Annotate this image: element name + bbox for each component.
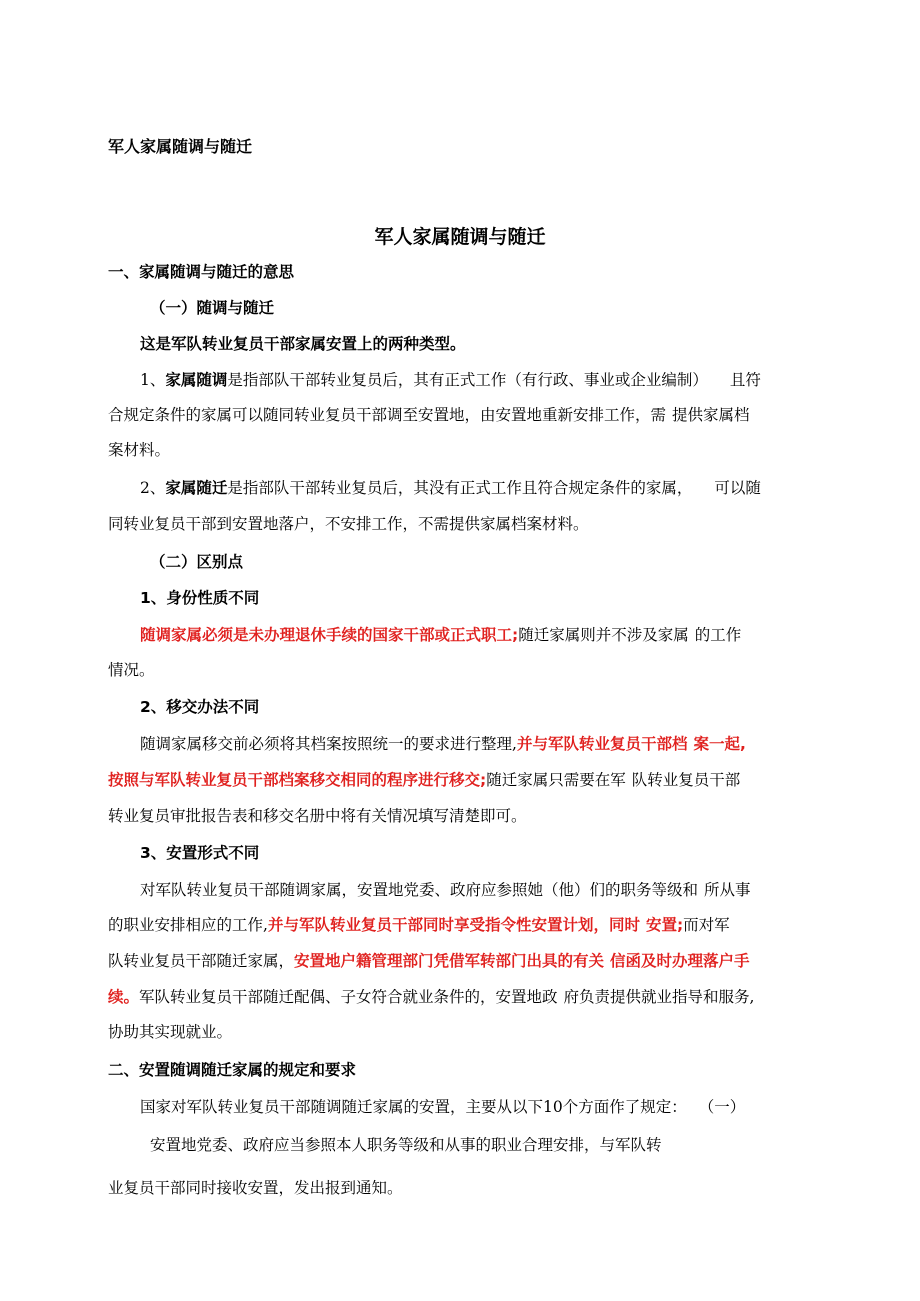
paragraph-line	[140, 478, 761, 498]
text-span: 队转业复员干部	[631, 771, 741, 789]
item-number: 2、	[140, 479, 166, 497]
paragraph-line: 同转业复员干部到安置地落户，不安排工作，不需提供家属档案材料。	[108, 515, 589, 533]
paragraph-line	[140, 880, 751, 900]
paragraph-line	[140, 625, 741, 645]
paragraph-line: 安置地党委、政府应当参照本人职务等级和从事的职业合理安排，与军队转	[150, 1136, 662, 1154]
section-heading-2: 二、安置随调随迁家属的规定和要求	[108, 1061, 357, 1079]
section-heading-1: 一、家属随调与随迁的意思	[108, 263, 295, 281]
text-span: 队转业复员干部随迁家属，	[108, 952, 295, 970]
subsection-heading-1-2: （二）区别点	[150, 553, 244, 571]
paragraph-line	[108, 405, 750, 425]
text-span: 国家对军队转业复员干部随调随迁家属的安置，主要从以下10个方面作了规定：	[140, 1098, 687, 1116]
text-span: 随迁家属则并不涉及家属	[518, 626, 689, 644]
highlight-text: 并与军队转业复员干部档	[516, 735, 688, 753]
highlight-text: 案一起,	[693, 735, 746, 753]
text-span: 军队转业复员干部随迁配偶、子女符合就业条件的，安置地政	[139, 988, 558, 1006]
text-span: 而对军	[683, 916, 730, 934]
difference-heading-3: 3、安置形式不同	[140, 844, 260, 862]
paragraph-line	[140, 734, 746, 754]
text-span: 的职业安排相应的工作,	[108, 916, 268, 934]
term-label: 家属随迁	[165, 479, 228, 497]
paragraph-line: 情况。	[108, 661, 155, 679]
header-title: 军人家属随调与随迁	[108, 137, 253, 156]
document-title: 军人家属随调与随迁	[374, 226, 546, 248]
highlight-text: 随调家属必须是未办理退休手续的国家干部或正式职工;	[140, 626, 519, 644]
subsection-heading-1-1: （一）随调与随迁	[150, 299, 275, 317]
intro-paragraph: 这是军队转业复员干部家属安置上的两种类型。	[140, 335, 466, 353]
paragraph-line: 协助其实现就业。	[108, 1023, 233, 1041]
highlight-text: 安置地户籍管理部门凭借军转部门出具的有关	[294, 952, 605, 970]
text-span: 可以随	[714, 479, 761, 497]
paragraph-line	[140, 1097, 745, 1117]
highlight-text: 安置;	[645, 916, 684, 934]
text-span: 的工作	[694, 626, 742, 644]
text-span: 且符	[729, 371, 761, 389]
paragraph-line: 业复员干部同时接收安置，发出报到通知。	[108, 1179, 403, 1197]
difference-heading-2: 2、移交办法不同	[140, 698, 260, 716]
text-span: 提供家属档	[672, 406, 750, 424]
paragraph-line: 案材料。	[108, 441, 171, 459]
text-span: 府负责提供就业指导和服务,	[563, 988, 755, 1006]
paragraph-line	[108, 987, 754, 1007]
difference-heading-1: 1、身份性质不同	[140, 589, 260, 607]
paragraph-line	[140, 370, 761, 390]
text-span: 随迁家属只需要在军	[486, 771, 626, 789]
highlight-text: 续。	[108, 988, 140, 1006]
item-number: 1、	[140, 371, 166, 389]
text-span: （一）	[698, 1098, 746, 1116]
paragraph-line	[108, 951, 750, 971]
text-span: 是指部队干部转业复员后，其有正式工作（有行政、事业或企业编制）	[227, 371, 708, 389]
paragraph-line	[108, 770, 740, 790]
term-label: 家属随调	[165, 371, 228, 389]
text-span: 合规定条件的家属可以随同转业复员干部调至安置地，由安置地重新安排工作，需	[108, 406, 667, 424]
text-span: 随调家属移交前必须将其档案按照统一的要求进行整理,	[140, 735, 517, 753]
text-span: 对军队转业复员干部随调家属，安置地党委、政府应参照她（他）们的职务等级和	[140, 881, 699, 899]
paragraph-line: 转业复员审批报告表和移交名册中将有关情况填写清楚即可。	[108, 807, 527, 825]
text-span: 所从事	[704, 881, 751, 899]
highlight-text: 信函及时办理落户手	[610, 952, 750, 970]
highlight-text: 并与军队转业复员干部同时享受指令性安置计划，同时	[267, 916, 640, 934]
paragraph-line	[108, 915, 730, 935]
highlight-text: 按照与军队转业复员干部档案移交相同的程序进行移交;	[108, 771, 487, 789]
text-span: 是指部队干部转业复员后，其没有正式工作且符合规定条件的家属，	[227, 479, 693, 497]
